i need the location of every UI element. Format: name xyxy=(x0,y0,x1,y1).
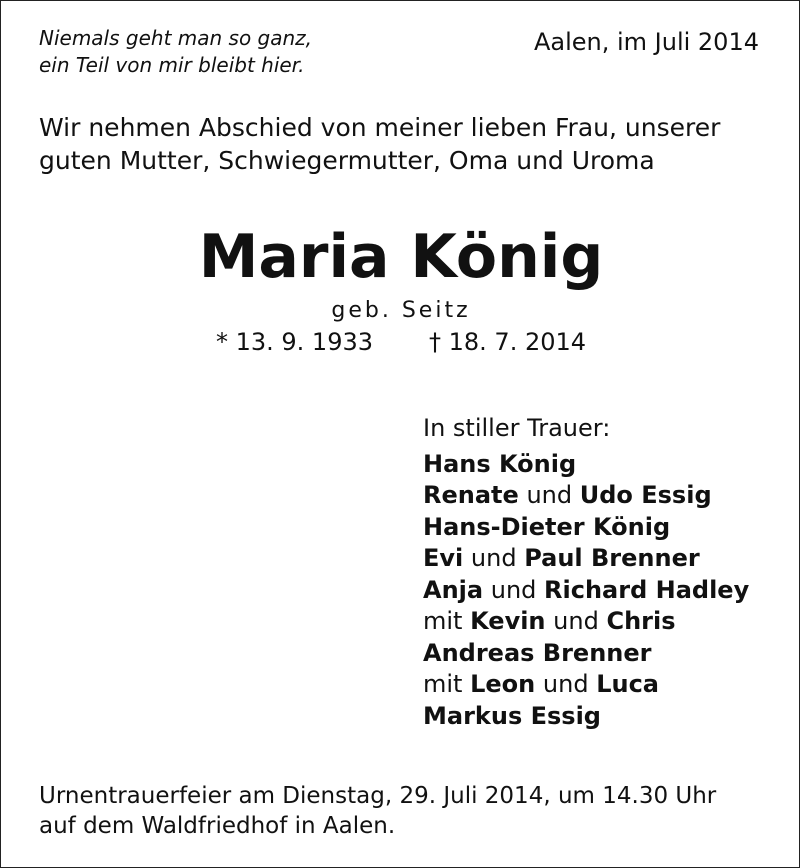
mourner-conjunction: und xyxy=(470,544,517,572)
service-line-1: Urnentrauerfeier am Dienstag, 29. Juli 2014, um 14.30 Uhr xyxy=(39,783,717,809)
mourner-name: Andreas Brenner xyxy=(423,638,652,667)
mourner-row xyxy=(423,480,749,512)
death-date: † 18. 7. 2014 xyxy=(429,328,587,356)
mourner-name: Evi xyxy=(423,544,464,572)
motto xyxy=(39,25,312,79)
motto-line-2: ein Teil von mir bleibt hier. xyxy=(39,53,305,77)
mourner-row xyxy=(423,669,749,701)
mourner-row xyxy=(423,575,749,607)
mourner-prefix: mit xyxy=(423,607,463,635)
mourner-name: Udo Essig xyxy=(579,481,712,509)
maiden-name: geb. Seitz xyxy=(331,298,471,323)
mourner-name: Kevin xyxy=(470,607,546,635)
motto-line-1: Niemals geht man so ganz, xyxy=(39,26,313,50)
mourner-row xyxy=(423,638,749,670)
mourner-name: Chris xyxy=(606,607,676,635)
mourner-conjunction: und xyxy=(490,575,537,604)
mourner-row xyxy=(423,701,749,733)
mourner-row xyxy=(423,449,749,481)
deceased-name: Maria König xyxy=(198,222,604,292)
mourner-row xyxy=(423,512,749,544)
life-dates xyxy=(1,325,800,359)
intro-line-1: Wir nehmen Abschied von meiner lieben Frau, unserer xyxy=(39,113,721,142)
mourner-prefix: mit xyxy=(423,670,463,698)
mourner-conjunction: und xyxy=(553,607,599,635)
place-date: Aalen, im Juli 2014 xyxy=(533,28,759,56)
intro-text xyxy=(39,111,779,177)
mourner-row xyxy=(423,543,749,575)
mourner-name: Paul Brenner xyxy=(524,544,700,572)
mourner-name: Anja xyxy=(423,575,484,604)
mourner-name: Hans-Dieter König xyxy=(423,512,671,541)
service-info xyxy=(39,781,716,841)
mourner-name: Markus Essig xyxy=(423,701,601,730)
mourner-name: Richard Hadley xyxy=(544,575,750,604)
mourner-row xyxy=(423,606,749,638)
mourner-rows xyxy=(423,449,749,733)
mourner-conjunction: und xyxy=(526,481,573,509)
intro-line-2: guten Mutter, Schwiegermutter, Oma und Uroma xyxy=(39,146,655,175)
mourner-name: Hans König xyxy=(423,449,577,478)
mourner-name: Luca xyxy=(596,670,660,698)
mourners-list xyxy=(423,413,749,732)
service-line-2: auf dem Waldfriedhof in Aalen. xyxy=(39,813,396,839)
mourner-name: Leon xyxy=(470,670,536,698)
mourner-name: Renate xyxy=(423,481,519,509)
mourner-conjunction: und xyxy=(542,670,589,698)
mourning-heading: In stiller Trauer: xyxy=(423,414,611,442)
birth-date: * 13. 9. 1933 xyxy=(215,328,373,356)
